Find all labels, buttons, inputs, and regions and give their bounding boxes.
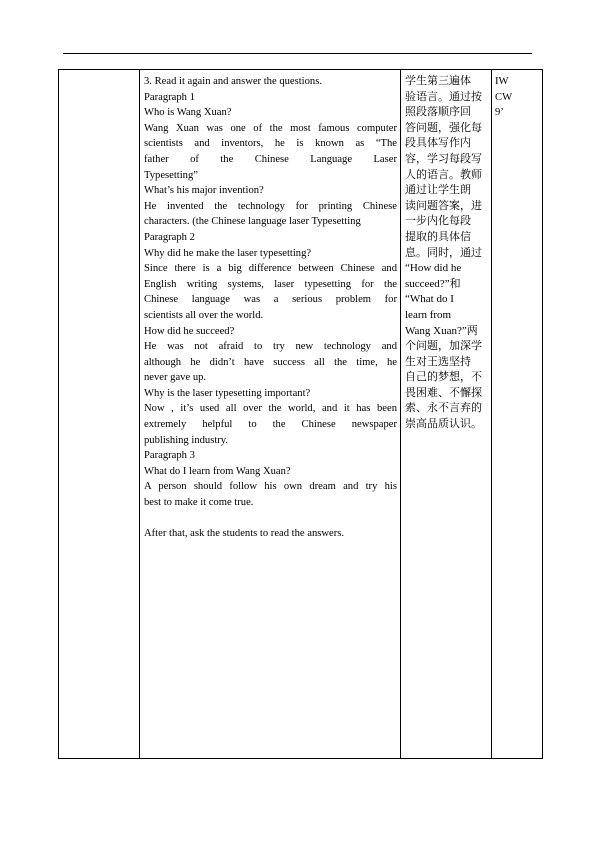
blank-line <box>144 511 397 527</box>
note-line: 段具体写作内 <box>405 137 471 150</box>
note-line: Wang Xuan?”两 <box>405 324 478 337</box>
time-allotment: 9’ <box>495 107 504 119</box>
interaction-mode-class: CW <box>495 91 513 103</box>
question-6: What do I learn from Wang Xuan? <box>144 465 291 477</box>
note-line: “How did he <box>405 262 462 275</box>
interaction-mode-individual: IW <box>495 76 509 87</box>
purpose-column-cell <box>401 70 492 759</box>
note-line: 照段落顺序回 <box>405 106 471 119</box>
paragraph-1-label: Paragraph 1 <box>144 91 195 103</box>
answer-3-line: Since there is a big difference between Chinese and <box>144 263 397 275</box>
answer-4-line: never gave up. <box>144 372 207 384</box>
answer-5-line: publishing industry. <box>144 434 229 446</box>
header-rule <box>63 53 532 54</box>
answer-3-line: English writing systems, laser typesetting for the <box>144 278 397 290</box>
closing-instruction: After that, ask the students to read the answers. <box>144 528 345 540</box>
note-line: 生对王选坚持 <box>405 355 471 368</box>
note-line: 答问题，强化每 <box>405 121 482 134</box>
note-line: 索、永不言弃的 <box>405 402 482 415</box>
note-line: 崇高品质认识。 <box>405 418 482 431</box>
paragraph-2-label: Paragraph 2 <box>144 231 195 243</box>
note-line: 畏困难、不懈探 <box>405 386 482 399</box>
lesson-plan-table <box>58 69 543 759</box>
paragraph-3-label: Paragraph 3 <box>144 450 195 462</box>
activity-column-cell <box>140 70 401 759</box>
answer-6-line: A person should follow his own dream and try his <box>144 481 397 493</box>
answer-4-line: He was not afraid to try new technology and <box>144 341 397 353</box>
answer-1-line: Wang Xuan was one of the most famous computer <box>144 122 397 134</box>
answer-2-line: He invented the technology for printing Chinese <box>144 200 397 212</box>
note-line: 息。同时，通过 <box>405 246 482 259</box>
answer-3-line: Chinese language was a serious problem for <box>144 294 397 306</box>
note-line: 读问题答案，进 <box>405 199 482 212</box>
note-line: succeed?”和 <box>405 277 461 290</box>
answer-3-line: scientists all over the world. <box>144 309 264 321</box>
question-4: How did he succeed? <box>144 325 235 337</box>
answer-4-line: although he didn’t have success all the time, he <box>144 356 397 368</box>
note-line: 验语言。通过按 <box>405 90 482 103</box>
note-line: learn from <box>405 308 452 321</box>
note-line: 一步内化每段 <box>405 215 471 228</box>
mode-time-column-cell <box>492 70 543 759</box>
question-2: What’s his major invention? <box>144 185 264 197</box>
note-line: “What do I <box>405 293 454 306</box>
activity-heading: 3. Read it again and answer the questions. <box>144 76 322 87</box>
note-line: 提取的具体信 <box>405 230 471 243</box>
note-line: 个问题，加深学 <box>405 340 482 353</box>
activity-content <box>140 70 400 542</box>
teaching-purpose-notes <box>401 70 491 433</box>
note-line: 通过让学生朗 <box>405 184 471 197</box>
answer-5-line: extremely helpful to the Chinese newspaper <box>144 419 397 431</box>
answer-6-line: best to make it come true. <box>144 497 254 509</box>
answer-2-line: characters. (the Chinese language laser Typesetting <box>144 216 361 228</box>
question-5: Why is the laser typesetting important? <box>144 387 311 399</box>
stage-column-cell <box>59 70 140 759</box>
note-line: 学生第三遍体 <box>405 75 471 87</box>
answer-1-line: father of the Chinese Language Laser <box>144 153 397 165</box>
note-line: 容，学习每段写 <box>405 152 482 165</box>
note-line: 自己的梦想，不 <box>405 371 482 384</box>
answer-1-line: scientists and inventors, he is known as “The <box>144 138 397 150</box>
answer-1-line: Typesetting” <box>144 169 198 181</box>
answer-5-line: Now , it’s used all over the world, and it has been <box>144 403 397 415</box>
interaction-codes <box>492 70 542 121</box>
question-1: Who is Wang Xuan? <box>144 107 232 119</box>
question-3: Why did he make the laser typesetting? <box>144 247 312 259</box>
note-line: 人的语言。教师 <box>405 168 482 181</box>
